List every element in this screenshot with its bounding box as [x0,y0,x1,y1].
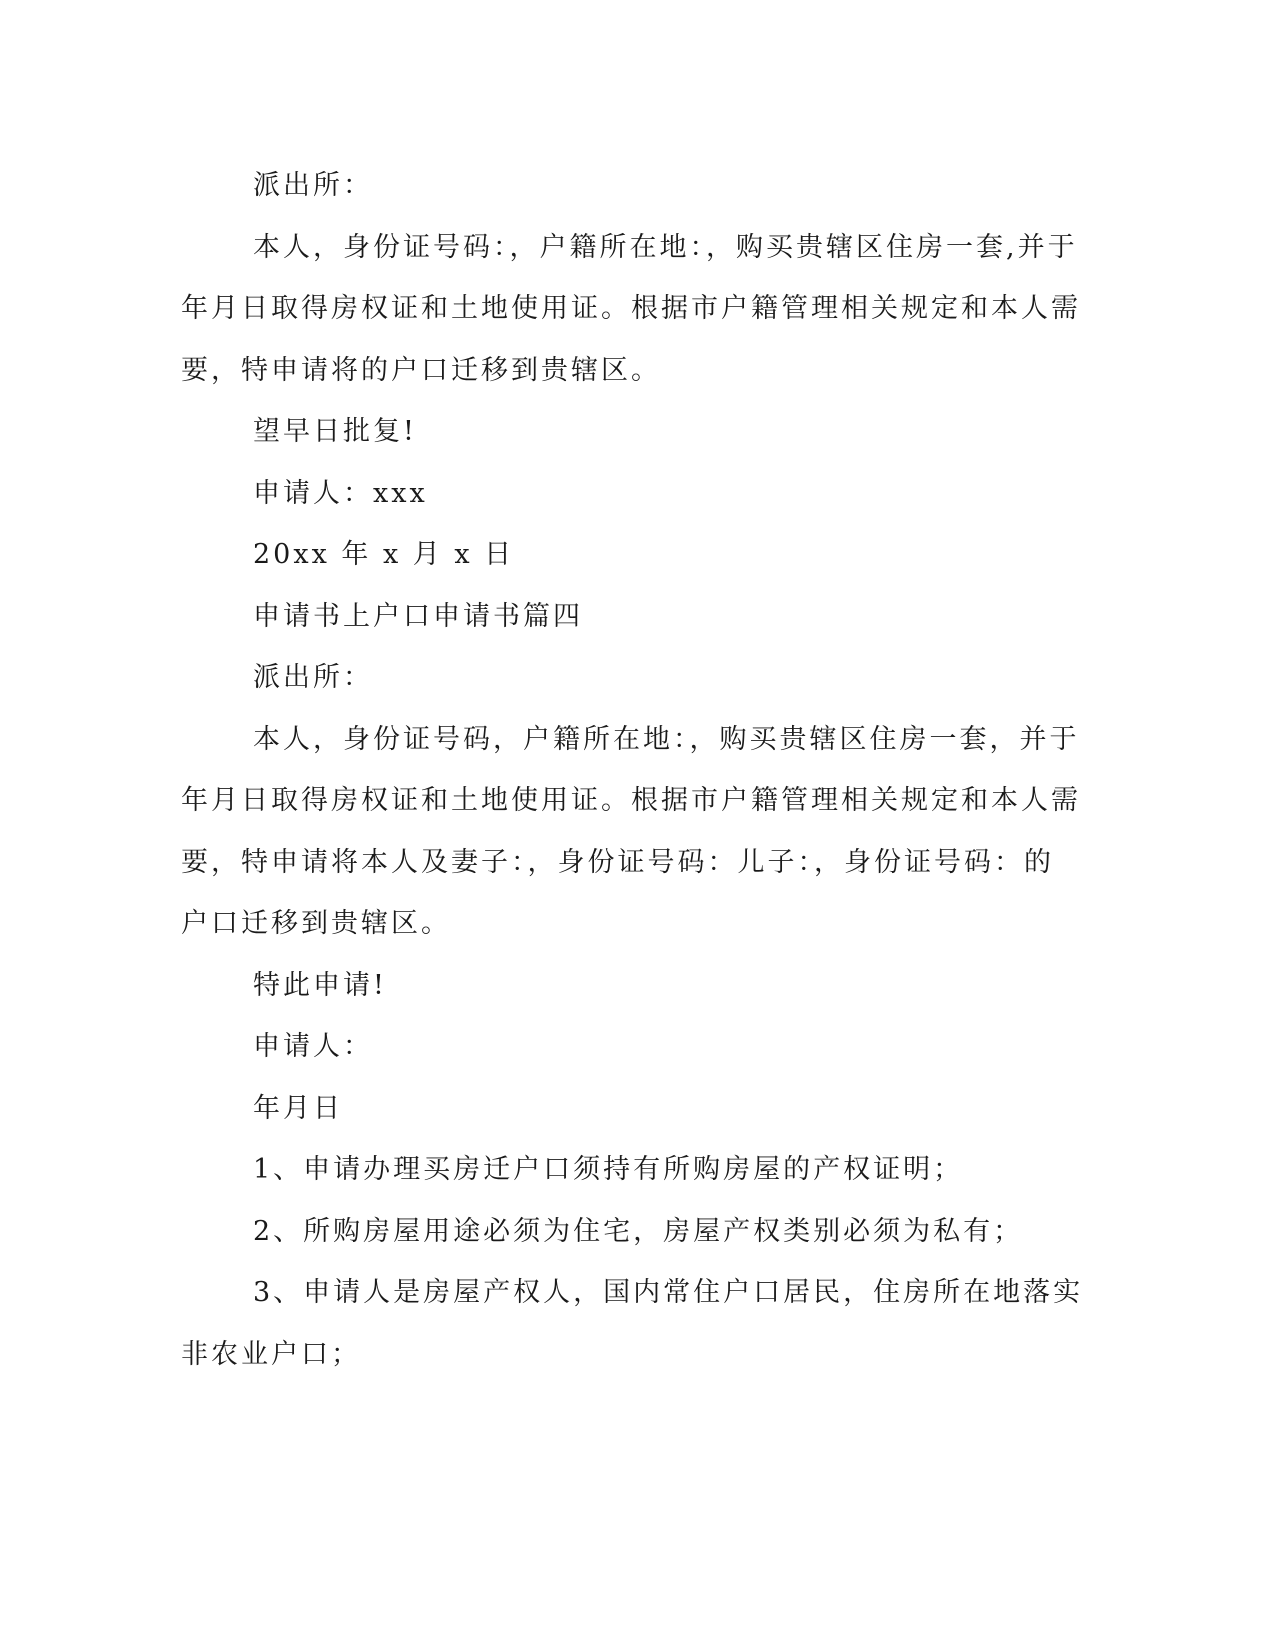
paragraph-line: 要，特申请将本人及妻子：，身份证号码：儿子：，身份证号码：的 [181,846,1054,878]
paragraph-line: 要，特申请将的户口迁移到贵辖区。 [181,354,661,386]
salutation: 派出所： [253,662,373,693]
paragraph-line: 年月日取得房权证和土地使用证。根据市户籍管理相关规定和本人需 [181,785,1081,816]
requirement-item: 1、申请办理买房迁户口须持有所购房屋的产权证明； [253,1154,964,1185]
applicant-line: 申请人： [253,1031,373,1062]
document-body [181,155,1084,1385]
requirement-item-continued: 非农业户口； [181,1338,361,1370]
applicant-line: 申请人：xxx [253,477,428,509]
requirement-item: 2、所购房屋用途必须为住宅，房屋产权类别必须为私有； [253,1215,1024,1247]
section-heading: 申请书上户口申请书篇四 [253,600,583,632]
paragraph-line: 户口迁移到贵辖区。 [181,908,451,939]
closing-line: 望早日批复! [253,416,417,447]
paragraph-line: 本人，身份证号码，户籍所在地：，购买贵辖区住房一套，并于 [253,723,1080,755]
salutation: 派出所： [253,170,373,201]
paragraph-line: 年月日取得房权证和土地使用证。根据市户籍管理相关规定和本人需 [181,293,1081,324]
requirement-item: 3、申请人是房屋产权人，国内常住户口居民，住房所在地落实 [253,1277,1084,1308]
paragraph-line: 本人，身份证号码：，户籍所在地：，购买贵辖区住房一套,并于 [253,231,1078,263]
date-line: 年月日 [253,1092,343,1124]
closing-line: 特此申请! [253,969,387,1001]
date-line: 20xx 年 x 月 x 日 [253,539,515,570]
